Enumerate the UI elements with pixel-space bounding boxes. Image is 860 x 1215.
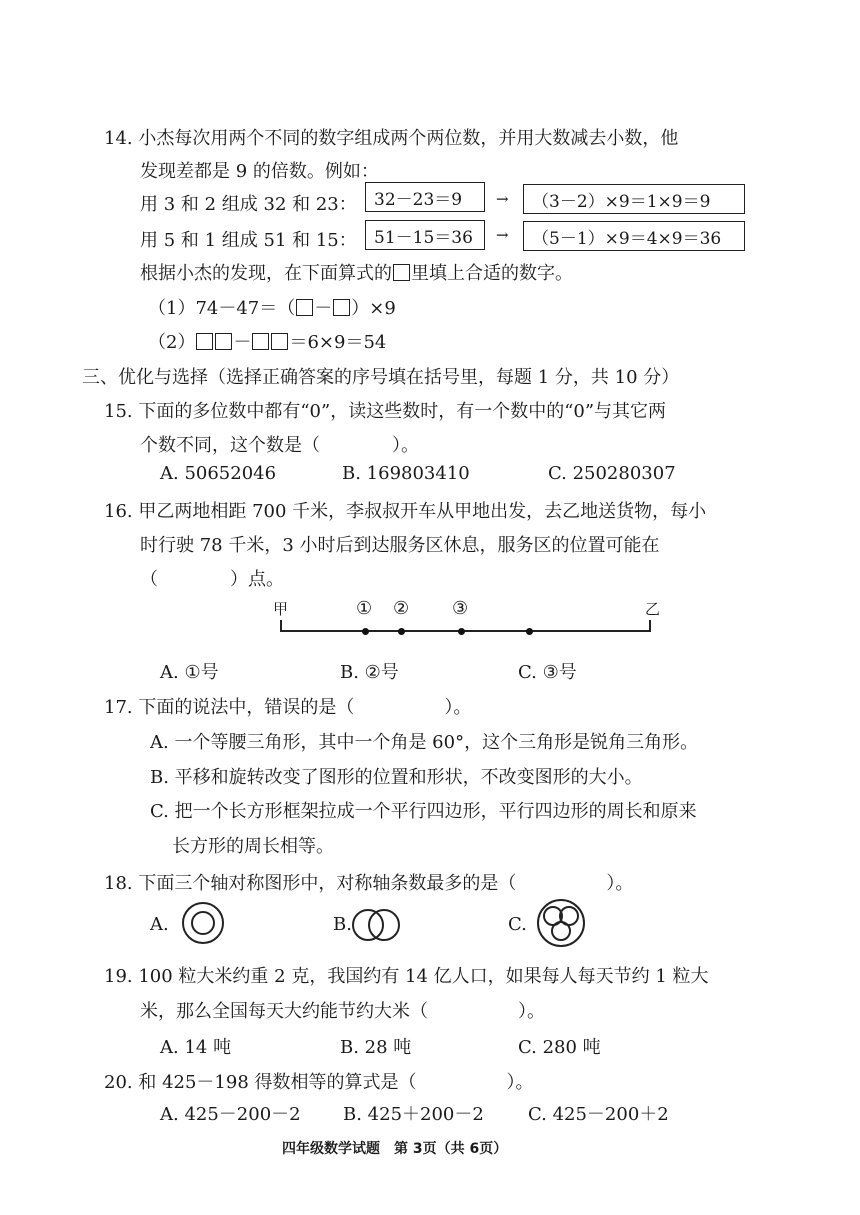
route-end-label: 乙 [645, 600, 661, 618]
route-end-tick [649, 620, 651, 632]
q14-p1-b: ）×9 [351, 298, 396, 319]
two-circles-icon [350, 905, 402, 945]
q14-example2-result: （5－1）×9＝4×9＝36 [523, 221, 745, 251]
q15-line2: 个数不同，这个数是（ ）。 [140, 435, 419, 456]
q19-line2: 米，那么全国每天大约能节约大米（ ）。 [140, 1001, 545, 1022]
q15-option-b[interactable]: B. 169803410 [342, 463, 470, 484]
section3-heading: 三、优化与选择（选择正确答案的序号填在括号里，每题 1 分，共 10 分） [82, 367, 680, 388]
q20-option-a[interactable]: A. 425－200－2 [160, 1104, 301, 1125]
q16-line1: 16. 甲乙两地相距 700 千米，李叔叔开车从甲地出发，去乙地送货物，每小 [104, 501, 707, 522]
route-marker-3-label: ③ [452, 598, 469, 619]
answer-box[interactable] [271, 333, 288, 350]
q18-option-a[interactable]: A. [150, 914, 169, 935]
q14-instruction-pre: 根据小杰的发现，在下面算式的 [140, 263, 392, 284]
answer-box[interactable] [296, 299, 313, 316]
q16-line3: （ ）点。 [140, 569, 284, 590]
route-point-4 [526, 628, 533, 635]
q19-option-c[interactable]: C. 280 吨 [518, 1037, 601, 1058]
three-circles-in-circle-icon [535, 897, 587, 949]
arrow-icon: → [496, 226, 509, 244]
route-start-tick [280, 620, 282, 632]
answer-box[interactable] [196, 333, 213, 350]
arrow-icon: → [496, 190, 509, 208]
q16-option-a[interactable]: A. ①号 [160, 662, 219, 683]
q18-option-b[interactable]: B. [333, 914, 352, 935]
q20-line1: 20. 和 425－198 得数相等的算式是（ ）。 [104, 1072, 534, 1093]
q17-option-a[interactable]: A. 一个等腰三角形，其中一个角是 60°，这个三角形是锐角三角形。 [150, 732, 699, 753]
q19-line1: 19. 100 粒大米约重 2 克，我国约有 14 亿人口，如果每人每天节约 1 粒大 [104, 966, 709, 987]
q17-option-c-line2: 长方形的周长相等。 [172, 836, 334, 857]
q19-option-b[interactable]: B. 28 吨 [340, 1037, 412, 1058]
page-footer: 四年级数学试题 第 3页（共 6页） [282, 1141, 508, 1157]
q14-p2-a: （2） [148, 332, 196, 353]
route-marker-2-label: ② [393, 598, 410, 619]
q14-line2: 发现差都是 9 的倍数。例如： [140, 161, 379, 182]
q16-option-c[interactable]: C. ③号 [518, 662, 577, 683]
q14-example1-result: （3－2）×9＝1×9＝9 [523, 184, 745, 214]
q20-option-c[interactable]: C. 425－200＋2 [528, 1104, 669, 1125]
q14-example1-label: 用 3 和 2 组成 32 和 23： [140, 194, 357, 215]
answer-box[interactable] [252, 333, 269, 350]
q14-problem1 [148, 294, 396, 320]
q14-example2-box: 51－15＝36 [365, 220, 485, 250]
route-marker-1-label: ① [356, 598, 373, 619]
route-start-label: 甲 [273, 600, 289, 618]
q20-option-b[interactable]: B. 425＋200－2 [343, 1104, 484, 1125]
route-point-1 [362, 628, 369, 635]
q17-option-b[interactable]: B. 平移和旋转改变了图形的位置和形状，不改变图形的大小。 [150, 767, 643, 788]
q14-instruction [140, 259, 573, 285]
q14-p2-mid: － [233, 332, 252, 353]
q19-option-a[interactable]: A. 14 吨 [160, 1037, 232, 1058]
blank-square-icon [393, 264, 410, 281]
q17-line1: 17. 下面的说法中，错误的是（ ）。 [104, 697, 472, 718]
answer-box[interactable] [333, 299, 350, 316]
q18-option-c[interactable]: C. [508, 914, 527, 935]
answer-box[interactable] [215, 333, 232, 350]
route-point-3 [458, 628, 465, 635]
route-point-2 [398, 628, 405, 635]
q14-example1-box: 32－23＝9 [365, 182, 485, 212]
q17-option-c-line1[interactable]: C. 把一个长方形框架拉成一个平行四边形，平行四边形的周长和原来 [150, 801, 697, 822]
q16-line2: 时行驶 78 千米，3 小时后到达服务区休息，服务区的位置可能在 [140, 535, 660, 556]
q16-option-b[interactable]: B. ②号 [340, 662, 399, 683]
q14-line1: 14. 小杰每次用两个不同的数字组成两个两位数，并用大数减去小数，他 [104, 128, 679, 149]
q14-p2-b: ＝6×9＝54 [289, 332, 387, 353]
q18-line1: 18. 下面三个轴对称图形中，对称轴条数最多的是（ ）。 [104, 873, 634, 894]
q14-instruction-post: 里填上合适的数字。 [411, 263, 573, 284]
q14-problem2 [148, 328, 386, 354]
double-circle-icon [180, 900, 226, 946]
q14-p1-mid: － [314, 298, 333, 319]
q14-p1-a: （1）74－47＝（ [148, 298, 296, 319]
route-line [280, 630, 650, 632]
q14-example2-label: 用 5 和 1 组成 51 和 15： [140, 230, 357, 251]
q15-line1: 15. 下面的多位数中都有“0”，读这些数时，有一个数中的“0”与其它两 [104, 401, 667, 422]
q15-option-a[interactable]: A. 50652046 [160, 463, 277, 484]
q15-option-c[interactable]: C. 250280307 [548, 463, 676, 484]
